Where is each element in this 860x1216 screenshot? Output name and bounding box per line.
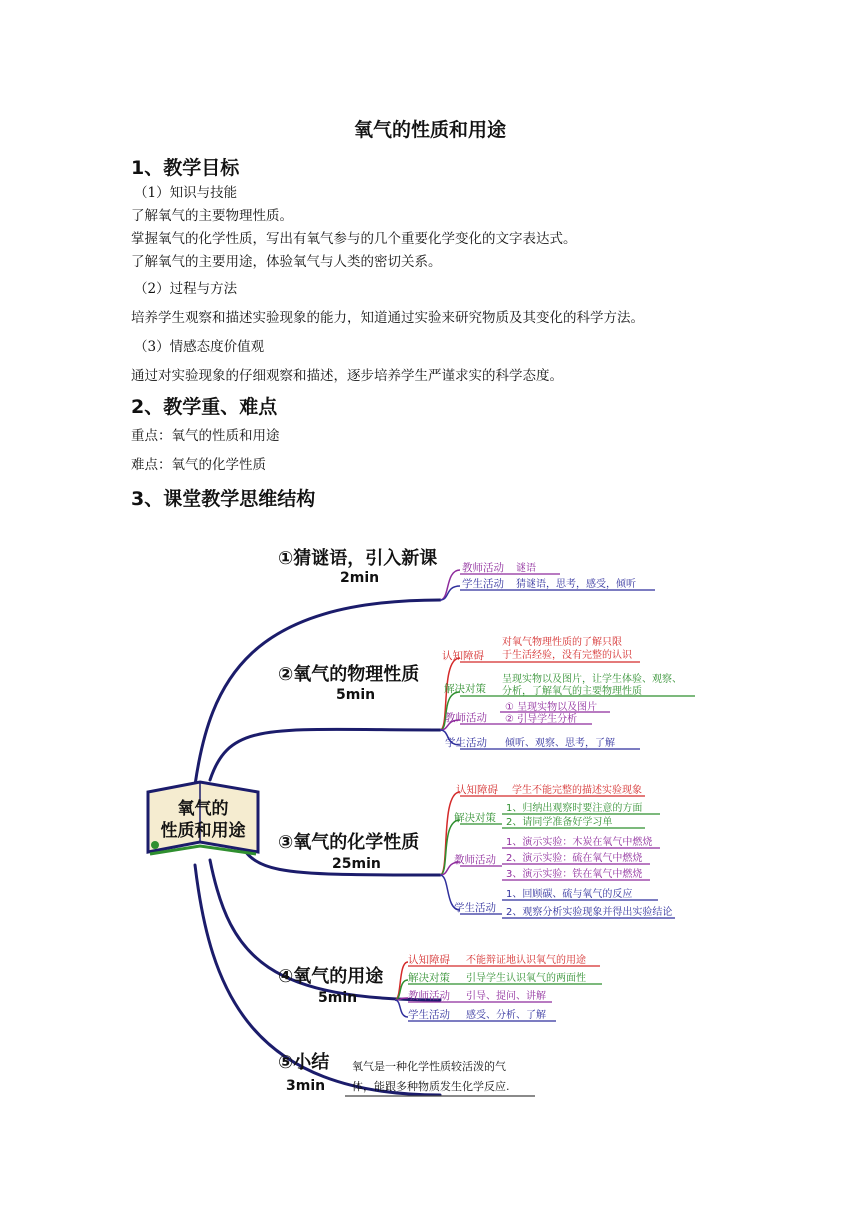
center-line2: 性质和用途 bbox=[160, 821, 246, 841]
branch5-title: ⑤小结 bbox=[278, 1052, 330, 1073]
branch2-student-label: 学生活动 bbox=[445, 737, 487, 749]
branch4-time: 5min bbox=[318, 990, 358, 1006]
sub-emotion: （3）情感态度价值观 bbox=[134, 339, 265, 355]
branch2-title: ②氧气的物理性质 bbox=[278, 664, 420, 685]
branch-line-1 bbox=[195, 600, 440, 785]
branch3-student2: 2、观察分析实验现象并得出实验结论 bbox=[506, 907, 673, 918]
branch4-teacher: 引导、提问、讲解 bbox=[466, 991, 546, 1002]
branch2-barrier1: 对氧气物理性质的了解只限 bbox=[502, 637, 622, 648]
branch4-teacher-label: 教师活动 bbox=[408, 990, 450, 1002]
branch3-strategy2: 2、请同学准备好学习单 bbox=[506, 817, 613, 828]
branch2-barrier2: 于生活经验，没有完整的认识 bbox=[502, 650, 632, 661]
branch3-barrier: 学生不能完整的描述实验现象 bbox=[512, 785, 642, 796]
sub-knowledge: （1）知识与技能 bbox=[134, 185, 238, 201]
branch2-teacher2: ② 引导学生分析 bbox=[505, 714, 578, 725]
branch2-strategy-label: 解决对策 bbox=[444, 683, 486, 695]
sub-process: （2）过程与方法 bbox=[134, 281, 238, 297]
document-title: 氧气的性质和用途 bbox=[353, 119, 506, 141]
branch3-teacher3: 3、演示实验：铁在氧气中燃烧 bbox=[506, 869, 643, 880]
mind-map bbox=[140, 530, 700, 1110]
branch2-strategy2: 分析，了解氧气的主要物理性质 bbox=[502, 686, 642, 697]
branch3-student-label: 学生活动 bbox=[454, 902, 496, 914]
branch4-strategy-label: 解决对策 bbox=[408, 972, 450, 984]
branch3-teacher-label: 教师活动 bbox=[454, 854, 496, 866]
branch1-teacher-label: 教师活动 bbox=[462, 562, 504, 574]
difficult-point: 难点：氧气的化学性质 bbox=[131, 457, 266, 473]
branch3-title: ③氧气的化学性质 bbox=[278, 832, 420, 853]
branch3-strategy1: 1、归纳出观察时要注意的方面 bbox=[506, 803, 643, 814]
branch4-barrier: 不能辩证地认识氧气的用途 bbox=[466, 955, 586, 966]
paragraph: 通过对实验现象的仔细观察和描述，逐步培养学生严谨求实的科学态度。 bbox=[131, 368, 563, 384]
branch1-student-label: 学生活动 bbox=[462, 578, 504, 590]
section2-heading: 2、教学重、难点 bbox=[131, 396, 278, 418]
branch1-time: 2min bbox=[340, 570, 380, 586]
branch-line-2 bbox=[210, 729, 440, 780]
branch3-barrier-label: 认知障碍 bbox=[456, 784, 498, 796]
branch3-student1: 1、回顾碳、硫与氧气的反应 bbox=[506, 889, 633, 900]
branch5-time: 3min bbox=[286, 1078, 326, 1094]
book-icon bbox=[151, 841, 159, 849]
center-line1: 氧气的 bbox=[177, 799, 229, 819]
branch2-teacher1: ① 呈现实物以及图片 bbox=[505, 702, 598, 713]
branch4-title: ④氧气的用途 bbox=[278, 966, 384, 987]
branch4-student-label: 学生活动 bbox=[408, 1009, 450, 1021]
summary-line1: 氧气是一种化学性质较活泼的气 bbox=[352, 1060, 506, 1073]
branch3-strategy-label: 解决对策 bbox=[454, 812, 496, 824]
branch1-title: ①猜谜语，引入新课 bbox=[278, 548, 438, 569]
branch3-time: 25min bbox=[332, 856, 381, 872]
branch2-student: 倾听、观察、思考，了解 bbox=[505, 738, 615, 749]
branch4-barrier-label: 认知障碍 bbox=[408, 954, 450, 966]
branch2-strategy1: 呈现实物以及图片，让学生体验、观察、 bbox=[502, 674, 682, 685]
branch2-barrier-label: 认知障碍 bbox=[442, 650, 484, 662]
branch4-student: 感受、分析、了解 bbox=[466, 1010, 546, 1021]
paragraph: 培养学生观察和描述实验现象的能力，知道通过实验来研究物质及其变化的科学方法。 bbox=[131, 310, 644, 326]
branch4-strategy: 引导学生认识氧气的两面性 bbox=[466, 973, 586, 984]
key-point: 重点：氧气的性质和用途 bbox=[131, 428, 280, 444]
paragraph: 了解氧气的主要用途，体验氧气与人类的密切关系。 bbox=[131, 254, 442, 270]
branch1-student: 猜谜语，思考，感受，倾听 bbox=[516, 579, 636, 590]
section3-heading: 3、课堂教学思维结构 bbox=[131, 488, 316, 510]
branch2-teacher-label: 教师活动 bbox=[445, 712, 487, 724]
section1-heading: 1、教学目标 bbox=[131, 157, 240, 179]
summary-line2: 体，能跟多种物质发生化学反应. bbox=[352, 1080, 510, 1093]
paragraph: 掌握氧气的化学性质，写出有氧气参与的几个重要化学变化的文字表达式。 bbox=[131, 231, 577, 247]
center-book bbox=[148, 782, 258, 854]
branch3-teacher1: 1、演示实验：木炭在氧气中燃烧 bbox=[506, 837, 653, 848]
paragraph: 了解氧气的主要物理性质。 bbox=[131, 208, 293, 224]
branch1-teacher: 谜语 bbox=[516, 563, 536, 574]
branch2-time: 5min bbox=[336, 687, 376, 703]
branch3-teacher2: 2、演示实验：硫在氧气中燃烧 bbox=[506, 853, 643, 864]
